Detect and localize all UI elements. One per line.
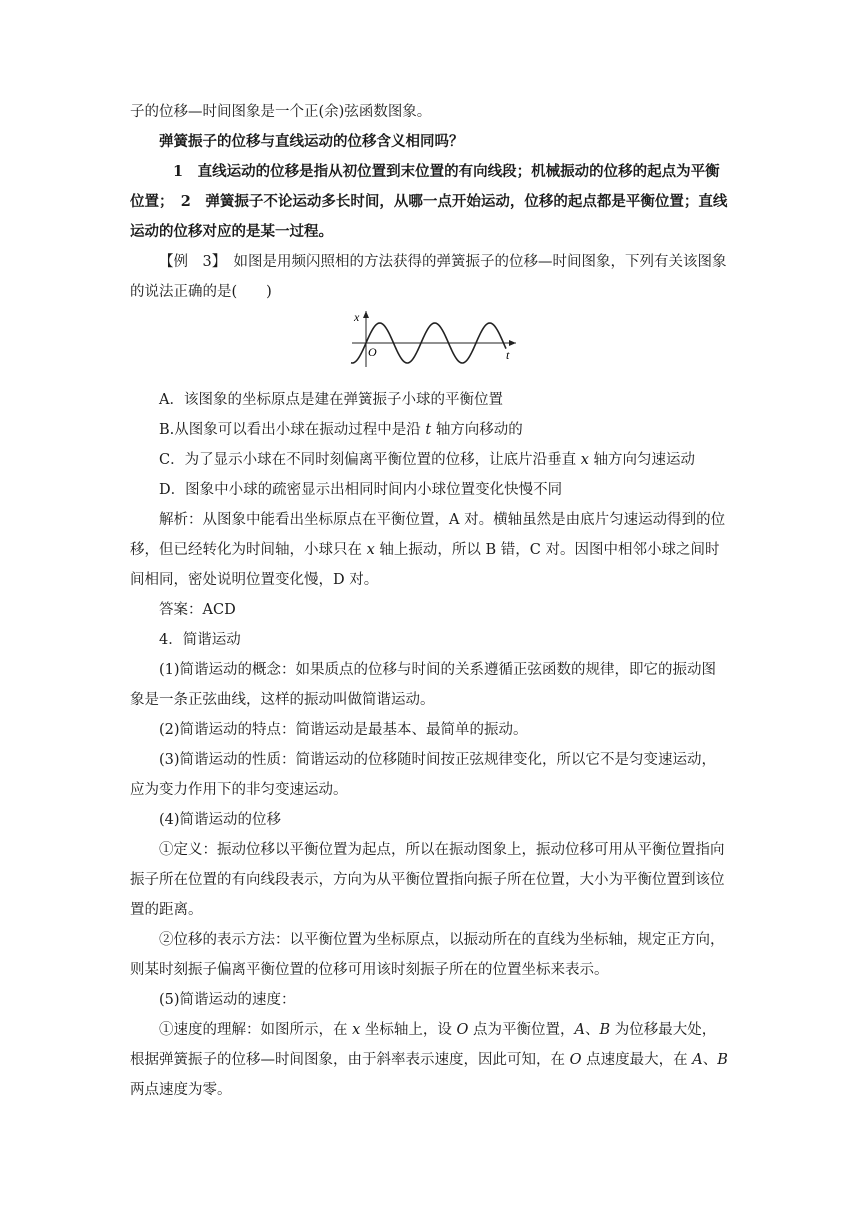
var-x: x <box>352 1022 361 1038</box>
option-b <box>130 415 730 445</box>
option-c-text-end: 轴方向匀速运动 <box>593 452 695 468</box>
var-o: O <box>569 1052 582 1068</box>
var-b: B <box>717 1052 728 1068</box>
example-question: 如图是用频闪照相的方法获得的弹簧振子的位移—时间图象，下列有关该图象的说法正确的是( ) <box>130 254 727 300</box>
paragraph-velocity-detail <box>130 1015 730 1105</box>
option-c-var: x <box>580 452 589 468</box>
text-span: 点为平衡位置， <box>473 1022 575 1038</box>
solution <box>130 505 730 595</box>
paragraph-concept: (1)简谐运动的概念：如果质点的位移与时间的关系遵循正弦函数的规律，即它的振动图象是一条正弦曲线，这样的振动叫做简谐运动。 <box>130 662 717 708</box>
option-b-var: t <box>425 422 432 438</box>
x-axis-label: t <box>506 348 510 362</box>
paragraph-definition: ①定义：振动位移以平衡位置为起点，所以在振动图象上，振动位移可用从平衡位置指向振子所在位置的有向线段表示，方向为从平衡位置指向振子所在位置，大小为平衡位置到该位置的距离。 <box>130 842 725 918</box>
solution-text-end: 轴上振动，所以 B 错，C 对。因图中相邻小球之间时间相同，密处说明位置变化慢，D 对。 <box>130 542 720 588</box>
paragraph-displacement: (4)简谐运动的位移 <box>159 812 282 828</box>
option-b-text: B.从图象可以看出小球在振动过程中是沿 <box>159 422 421 438</box>
origin-label: O <box>368 345 377 359</box>
var-o: O <box>456 1022 469 1038</box>
option-b-text-end: 轴方向移动的 <box>435 422 523 438</box>
paragraph-continuation: 子的位移—时间图象是一个正(余)弦函数图象。 <box>130 104 432 120</box>
paragraph-representation: ②位移的表示方法：以平衡位置为坐标原点，以振动所在的直线为坐标轴，规定正方向，则某时刻振子偏离平衡位置的位移可用该时刻振子所在的位置坐标来表示。 <box>130 932 725 978</box>
example-tag: 【例 3】 <box>159 254 219 270</box>
displacement-time-graph <box>130 307 730 385</box>
text-span: 坐标轴上，设 <box>364 1022 452 1038</box>
text-span: 、 <box>585 1022 600 1038</box>
option-d: D．图象中小球的疏密显示出相同时间内小球位置变化快慢不同 <box>159 482 563 498</box>
var-a: A <box>692 1052 703 1068</box>
document-body <box>130 97 730 1105</box>
var-a: A <box>574 1022 585 1038</box>
sine-wave-figure <box>348 309 528 371</box>
paragraph-nature: (3)简谐运动的性质：简谐运动的位移随时间按正弦规律变化，所以它不是匀变速运动，应为变力作用下的非匀变速运动。 <box>130 752 717 798</box>
option-c-text: C．为了显示小球在不同时刻偏离平衡位置的位移，让底片沿垂直 <box>159 452 577 468</box>
text-span: 两点速度为零。 <box>130 1082 232 1098</box>
question-heading: 弹簧振子的位移与直线运动的位移含义相同吗？ <box>159 133 464 150</box>
question-answer: 1 直线运动的位移是指从初位置到末位置的有向线段；机械振动的位移的起点为平衡位置； 2 弹簧振子不论运动多长时间，从哪一点开始运动，位移的起点都是平衡位置；直线运动的位移对应的是某一过程。 <box>130 163 728 240</box>
paragraph-velocity: (5)简谐运动的速度： <box>159 992 296 1008</box>
t-axis-arrow <box>509 340 516 346</box>
text-span: ①速度的理解：如图所示，在 <box>159 1022 348 1038</box>
paragraph-features: (2)简谐运动的特点：简谐运动是最基本、最简单的振动。 <box>159 722 528 738</box>
section-heading: 4．简谐运动 <box>159 632 241 648</box>
option-a: A．该图象的坐标原点是建在弹簧振子小球的平衡位置 <box>159 392 503 408</box>
option-c <box>130 445 730 475</box>
text-span: 点速度最大，在 <box>586 1052 688 1068</box>
text-span: 为位移最大处，根据弹簧振子的位移—时间图象，由于斜率表示速度，因此可知，在 <box>130 1022 717 1068</box>
y-axis-label: x <box>354 310 360 324</box>
solution-var: x <box>366 542 375 558</box>
text-span: 、 <box>702 1052 718 1068</box>
answer: 答案：ACD <box>159 602 236 618</box>
var-b: B <box>599 1022 611 1038</box>
example-3 <box>130 247 730 307</box>
solution-text: 解析：从图象中能看出坐标原点在平衡位置，A 对。横轴虽然是由底片匀速运动得到的位移，但已经转化为时间轴，小球只在 <box>130 512 726 558</box>
x-axis-arrow <box>363 311 369 318</box>
